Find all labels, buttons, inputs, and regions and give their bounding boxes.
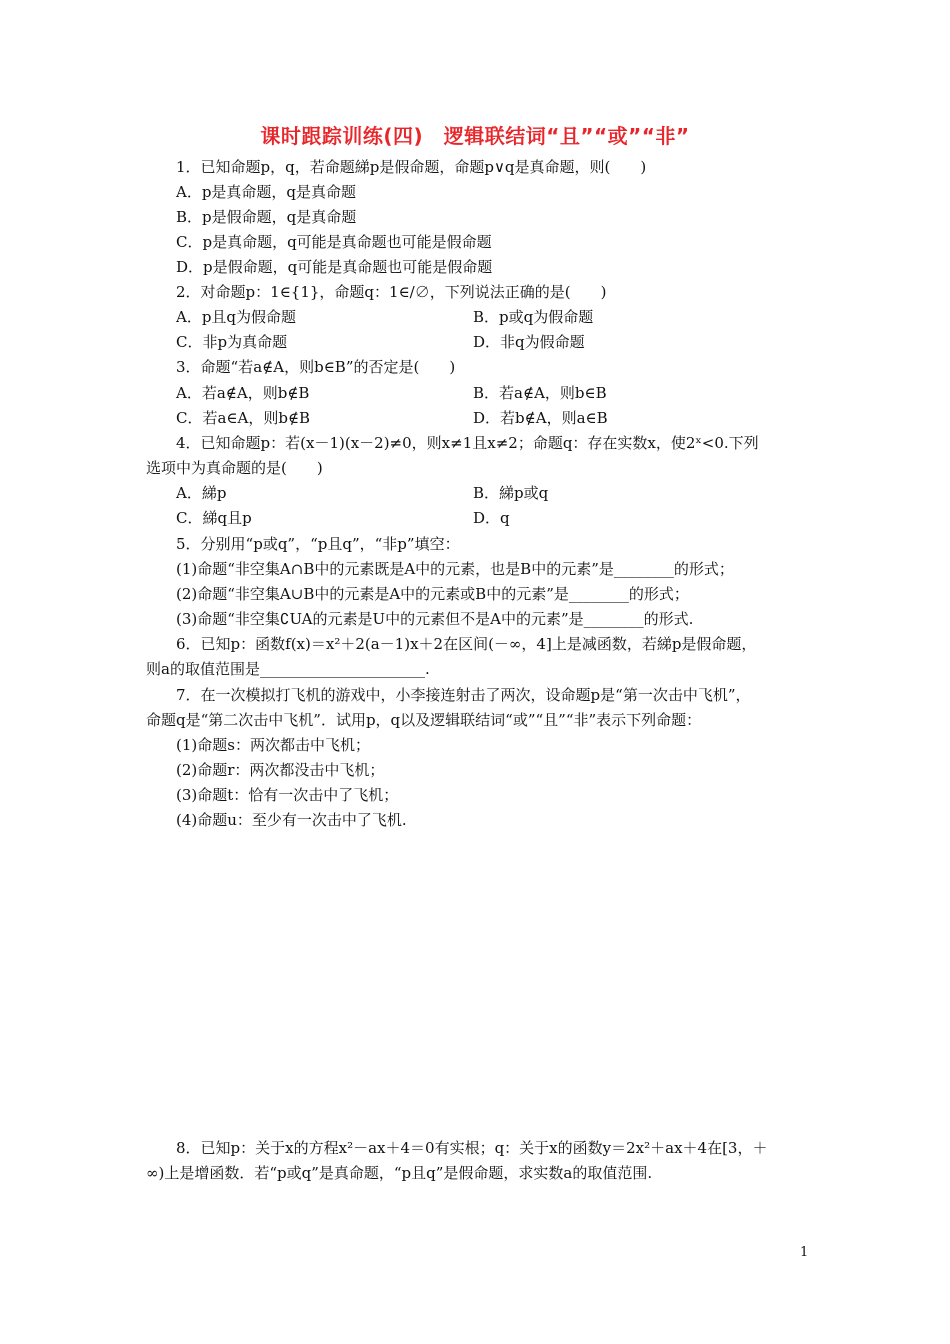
question-1-stem: 1．已知命题p，q，若命题綈p是假命题，命题p∨q是真命题，则( )	[176, 158, 647, 176]
page-number: 1	[800, 1245, 809, 1260]
page-title: 课时跟踪训练(四) 逻辑联结词“且”“或”“非”	[260, 124, 690, 148]
question-1-option-a: A．p是真命题，q是真命题	[176, 183, 357, 201]
question-4-stem-line1: 4．已知命题p：若(x－1)(x－2)≠0，则x≠1且x≠2；命题q：存在实数x，使2ˣ<0.下列	[176, 434, 759, 452]
question-3-option-a: A．若a∉A，则b∉B	[176, 384, 310, 402]
question-2-option-a: A．p且q为假命题	[176, 308, 297, 326]
question-4-option-c: C．綈q且p	[176, 509, 252, 527]
question-7-part-4: (4)命题u：至少有一次击中了飞机.	[176, 811, 407, 829]
question-5-part-1: (1)命题“非空集A∩B中的元素既是A中的元素，也是B中的元素”是________的形式；	[176, 560, 734, 578]
question-1-option-d: D．p是假命题，q可能是真命题也可能是假命题	[176, 258, 493, 276]
question-6-line2: 则a的取值范围是______________________.	[146, 660, 430, 678]
question-5-stem: 5．分别用“p或q”，“p且q”，“非p”填空：	[176, 535, 460, 553]
question-4-option-b: B．綈p或q	[473, 484, 549, 502]
question-2-stem: 2．对命题p：1∈{1}，命题q：1∈/∅，下列说法正确的是( )	[176, 283, 607, 301]
question-7-part-2: (2)命题r：两次都没击中飞机；	[176, 761, 385, 779]
question-5-part-3: (3)命题“非空集∁UA的元素是U中的元素但不是A中的元素”是________的形式.	[176, 610, 694, 628]
question-7-line2: 命题q是“第二次击中飞机”．试用p，q以及逻辑联结词“或”“且”“非”表示下列命题：	[146, 711, 702, 729]
question-4-option-d: D．q	[473, 509, 510, 527]
question-2-option-b: B．p或q为假命题	[473, 308, 594, 326]
question-2-option-c: C．非p为真命题	[176, 333, 288, 351]
question-2-option-d: D．非q为假命题	[473, 333, 585, 351]
question-4-stem-line2: 选项中为真命题的是( )	[146, 459, 323, 477]
question-7-part-1: (1)命题s：两次都击中飞机；	[176, 736, 370, 754]
question-1-option-c: C．p是真命题，q可能是真命题也可能是假命题	[176, 233, 492, 251]
question-1-option-b: B．p是假命题，q是真命题	[176, 208, 357, 226]
question-7-line1: 7．在一次模拟打飞机的游戏中，小李接连射击了两次，设命题p是“第一次击中飞机”，	[176, 686, 751, 704]
question-3-stem: 3．命题“若a∉A，则b∈B”的否定是( )	[176, 358, 456, 376]
question-5-part-2: (2)命题“非空集A∪B中的元素是A中的元素或B中的元素”是________的形式；	[176, 585, 689, 603]
question-7-part-3: (3)命题t：恰有一次击中了飞机；	[176, 786, 399, 804]
question-3-option-d: D．若b∉A，则a∈B	[473, 409, 608, 427]
question-3-option-b: B．若a∉A，则b∈B	[473, 384, 607, 402]
question-4-option-a: A．綈p	[176, 484, 227, 502]
question-3-option-c: C．若a∈A，则b∉B	[176, 409, 311, 427]
question-6-line1: 6．已知p：函数f(x)＝x²＋2(a－1)x＋2在区间(－∞，4]上是减函数，若綈p是假命题，	[176, 635, 757, 653]
question-8-line1: 8．已知p：关于x的方程x²－ax＋4＝0有实根；q：关于x的函数y＝2x²＋ax＋4在[3，＋	[176, 1139, 768, 1157]
question-8-line2: ∞)上是增函数．若“p或q”是真命题，“p且q”是假命题，求实数a的取值范围.	[146, 1164, 653, 1182]
